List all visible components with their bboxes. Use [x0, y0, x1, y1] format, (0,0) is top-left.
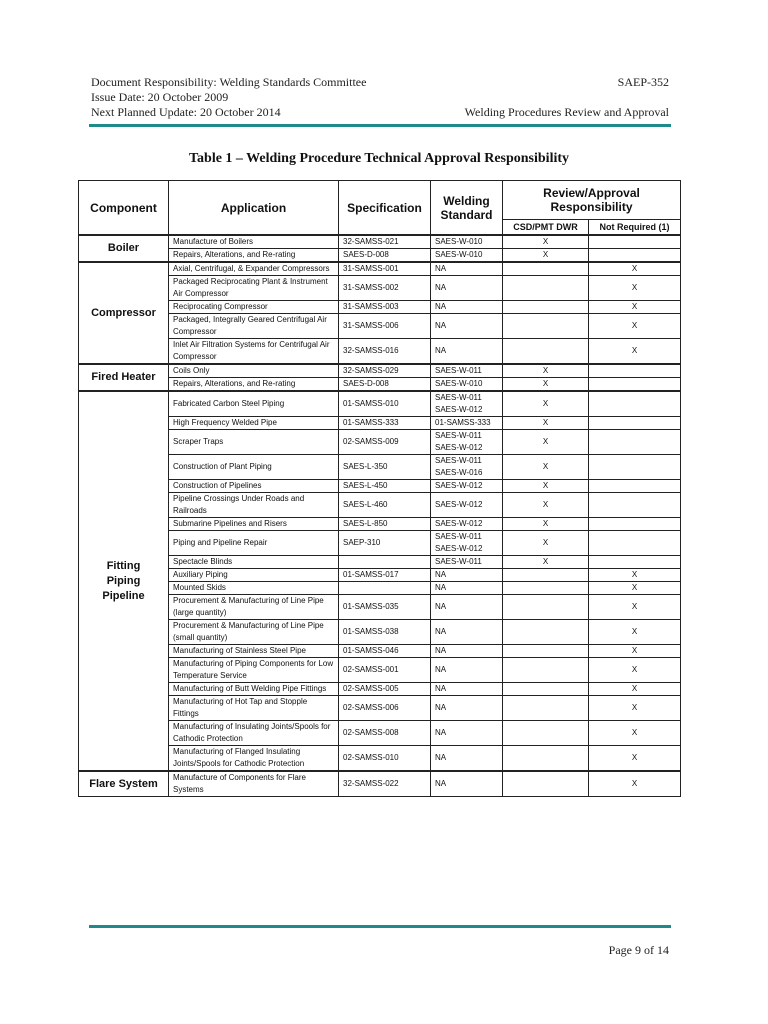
welding-standard-cell: SAES-W-011 SAES-W-016 — [431, 455, 503, 480]
specification-cell: SAEP-310 — [339, 531, 431, 556]
header-application: Application — [169, 181, 339, 236]
application-cell: Repairs, Alterations, and Re-rating — [169, 249, 339, 263]
table-row — [79, 645, 681, 658]
welding-standard-cell: NA — [431, 276, 503, 301]
specification-cell — [339, 556, 431, 569]
not-required-cell: X — [589, 569, 681, 582]
specification-cell: SAES-L-460 — [339, 493, 431, 518]
application-cell: Spectacle Blinds — [169, 556, 339, 569]
application-cell: Manufacturing of Butt Welding Pipe Fittings — [169, 683, 339, 696]
specification-cell: 02-SAMSS-009 — [339, 430, 431, 455]
table-row — [79, 391, 681, 417]
welding-standard-cell: SAES-W-010 — [431, 235, 503, 249]
csd-pmt-dwr-cell — [503, 339, 589, 365]
table-row — [79, 480, 681, 493]
table-row — [79, 339, 681, 365]
csd-pmt-dwr-cell — [503, 262, 589, 276]
application-cell: Construction of Plant Piping — [169, 455, 339, 480]
specification-cell: 01-SAMSS-046 — [339, 645, 431, 658]
not-required-cell: X — [589, 683, 681, 696]
application-cell: Manufacture of Components for Flare Systems — [169, 771, 339, 797]
document-header-left — [91, 75, 366, 120]
welding-standard-cell: NA — [431, 645, 503, 658]
welding-standard-cell: NA — [431, 746, 503, 772]
table-row — [79, 683, 681, 696]
header-welding-standard: Welding Standard — [431, 181, 503, 236]
header-review-approval: Review/Approval Responsibility — [503, 181, 681, 220]
not-required-cell — [589, 364, 681, 378]
application-cell: High Frequency Welded Pipe — [169, 417, 339, 430]
header-csd-pmt-dwr: CSD/PMT DWR — [503, 220, 589, 236]
welding-standard-cell: SAES-W-012 — [431, 493, 503, 518]
welding-standard-cell: SAES-W-011 SAES-W-012 — [431, 430, 503, 455]
application-cell: Manufacturing of Piping Components for Low Temperature Service — [169, 658, 339, 683]
application-cell: Pipeline Crossings Under Roads and Railroads — [169, 493, 339, 518]
csd-pmt-dwr-cell — [503, 595, 589, 620]
welding-standard-cell: NA — [431, 582, 503, 595]
not-required-cell: X — [589, 658, 681, 683]
not-required-cell — [589, 378, 681, 392]
application-cell: Packaged Reciprocating Plant & Instrument Air Compressor — [169, 276, 339, 301]
csd-pmt-dwr-cell — [503, 569, 589, 582]
application-cell: Auxiliary Piping — [169, 569, 339, 582]
specification-cell: 02-SAMSS-008 — [339, 721, 431, 746]
csd-pmt-dwr-cell — [503, 582, 589, 595]
csd-pmt-dwr-cell: X — [503, 417, 589, 430]
application-cell: Piping and Pipeline Repair — [169, 531, 339, 556]
specification-cell: SAES-L-850 — [339, 518, 431, 531]
csd-pmt-dwr-cell: X — [503, 556, 589, 569]
not-required-cell — [589, 493, 681, 518]
welding-standard-cell: SAES-W-011 — [431, 364, 503, 378]
specification-cell: 01-SAMSS-333 — [339, 417, 431, 430]
header-divider — [89, 124, 671, 127]
application-cell: Procurement & Manufacturing of Line Pipe (large quantity) — [169, 595, 339, 620]
table-row — [79, 235, 681, 249]
page-number: Page 9 of 14 — [608, 943, 669, 957]
not-required-cell: X — [589, 582, 681, 595]
component-cell: Fired Heater — [79, 364, 169, 391]
csd-pmt-dwr-cell: X — [503, 391, 589, 417]
specification-cell: SAES-D-008 — [339, 378, 431, 392]
next-planned-update: Next Planned Update: 20 October 2014 — [91, 105, 281, 119]
not-required-cell: X — [589, 746, 681, 772]
specification-cell: SAES-L-350 — [339, 455, 431, 480]
application-cell: Submarine Pipelines and Risers — [169, 518, 339, 531]
table-row — [79, 249, 681, 263]
csd-pmt-dwr-cell — [503, 771, 589, 797]
csd-pmt-dwr-cell — [503, 276, 589, 301]
application-cell: Scraper Traps — [169, 430, 339, 455]
not-required-cell: X — [589, 262, 681, 276]
not-required-cell: X — [589, 276, 681, 301]
application-cell: Manufacturing of Hot Tap and Stopple Fittings — [169, 696, 339, 721]
welding-standard-cell: NA — [431, 595, 503, 620]
application-cell: Reciprocating Compressor — [169, 301, 339, 314]
application-cell: Inlet Air Filtration Systems for Centrifugal Air Compressor — [169, 339, 339, 365]
table-row — [79, 582, 681, 595]
specification-cell: SAES-L-450 — [339, 480, 431, 493]
specification-cell: 32-SAMSS-029 — [339, 364, 431, 378]
csd-pmt-dwr-cell: X — [503, 480, 589, 493]
table-row — [79, 430, 681, 455]
specification-cell: 02-SAMSS-006 — [339, 696, 431, 721]
table-row — [79, 556, 681, 569]
csd-pmt-dwr-cell — [503, 683, 589, 696]
not-required-cell — [589, 531, 681, 556]
not-required-cell — [589, 430, 681, 455]
table-row — [79, 364, 681, 378]
component-cell: Fitting Piping Pipeline — [79, 391, 169, 771]
application-cell: Manufacturing of Stainless Steel Pipe — [169, 645, 339, 658]
csd-pmt-dwr-cell — [503, 645, 589, 658]
csd-pmt-dwr-cell — [503, 658, 589, 683]
csd-pmt-dwr-cell — [503, 620, 589, 645]
csd-pmt-dwr-cell: X — [503, 455, 589, 480]
not-required-cell: X — [589, 314, 681, 339]
table-row — [79, 417, 681, 430]
document-header-right — [465, 75, 669, 120]
welding-standard-cell: NA — [431, 339, 503, 365]
component-cell: Compressor — [79, 262, 169, 364]
application-cell: Axial, Centrifugal, & Expander Compressors — [169, 262, 339, 276]
welding-standard-cell: NA — [431, 301, 503, 314]
not-required-cell — [589, 417, 681, 430]
welding-standard-cell: NA — [431, 620, 503, 645]
not-required-cell: X — [589, 771, 681, 797]
table-row — [79, 696, 681, 721]
not-required-cell: X — [589, 721, 681, 746]
welding-standard-cell: SAES-W-011 — [431, 556, 503, 569]
not-required-cell: X — [589, 595, 681, 620]
table-row — [79, 276, 681, 301]
application-cell: Manufacturing of Insulating Joints/Spools for Cathodic Protection — [169, 721, 339, 746]
not-required-cell — [589, 235, 681, 249]
specification-cell: 32-SAMSS-022 — [339, 771, 431, 797]
not-required-cell — [589, 455, 681, 480]
not-required-cell — [589, 556, 681, 569]
table-row — [79, 595, 681, 620]
specification-cell: 32-SAMSS-021 — [339, 235, 431, 249]
table-row — [79, 721, 681, 746]
not-required-cell: X — [589, 620, 681, 645]
issue-date: Issue Date: 20 October 2009 — [91, 90, 229, 104]
specification-cell: 01-SAMSS-038 — [339, 620, 431, 645]
specification-cell: 02-SAMSS-001 — [339, 658, 431, 683]
specification-cell: 31-SAMSS-001 — [339, 262, 431, 276]
csd-pmt-dwr-cell — [503, 721, 589, 746]
application-cell: Construction of Pipelines — [169, 480, 339, 493]
specification-cell — [339, 582, 431, 595]
welding-standard-cell: NA — [431, 696, 503, 721]
table-body — [79, 235, 681, 797]
not-required-cell — [589, 249, 681, 263]
table-row — [79, 771, 681, 797]
welding-standard-cell: SAES-W-011 SAES-W-012 — [431, 391, 503, 417]
table-row — [79, 746, 681, 772]
header-component: Component — [79, 181, 169, 236]
not-required-cell: X — [589, 696, 681, 721]
specification-cell: 01-SAMSS-017 — [339, 569, 431, 582]
header-not-required: Not Required (1) — [589, 220, 681, 236]
welding-standard-cell: SAES-W-010 — [431, 378, 503, 392]
table-row — [79, 455, 681, 480]
not-required-cell — [589, 480, 681, 493]
welding-standard-cell: 01-SAMSS-333 — [431, 417, 503, 430]
welding-standard-cell: NA — [431, 683, 503, 696]
not-required-cell: X — [589, 301, 681, 314]
csd-pmt-dwr-cell — [503, 314, 589, 339]
document-id: SAEP-352 — [617, 75, 669, 89]
csd-pmt-dwr-cell: X — [503, 364, 589, 378]
csd-pmt-dwr-cell: X — [503, 430, 589, 455]
footer-divider — [89, 925, 671, 928]
approval-responsibility-table — [78, 180, 681, 797]
csd-pmt-dwr-cell: X — [503, 249, 589, 263]
welding-standard-cell: NA — [431, 569, 503, 582]
welding-standard-cell: NA — [431, 262, 503, 276]
welding-standard-cell: NA — [431, 721, 503, 746]
welding-standard-cell: NA — [431, 658, 503, 683]
table-row — [79, 301, 681, 314]
specification-cell: SAES-D-008 — [339, 249, 431, 263]
table-row — [79, 531, 681, 556]
welding-standard-cell: SAES-W-012 — [431, 518, 503, 531]
welding-standard-cell: NA — [431, 771, 503, 797]
specification-cell: 31-SAMSS-003 — [339, 301, 431, 314]
document-title: Welding Procedures Review and Approval — [464, 105, 669, 119]
header-specification: Specification — [339, 181, 431, 236]
welding-standard-cell: SAES-W-011 SAES-W-012 — [431, 531, 503, 556]
specification-cell: 02-SAMSS-005 — [339, 683, 431, 696]
specification-cell: 31-SAMSS-006 — [339, 314, 431, 339]
table-row — [79, 493, 681, 518]
application-cell: Repairs, Alterations, and Re-rating — [169, 378, 339, 392]
table-row — [79, 262, 681, 276]
specification-cell: 01-SAMSS-010 — [339, 391, 431, 417]
table-row — [79, 620, 681, 645]
specification-cell: 01-SAMSS-035 — [339, 595, 431, 620]
csd-pmt-dwr-cell: X — [503, 518, 589, 531]
welding-standard-cell: SAES-W-012 — [431, 480, 503, 493]
welding-standard-cell: NA — [431, 314, 503, 339]
csd-pmt-dwr-cell — [503, 301, 589, 314]
table-row — [79, 314, 681, 339]
application-cell: Mounted Skids — [169, 582, 339, 595]
csd-pmt-dwr-cell: X — [503, 493, 589, 518]
specification-cell: 31-SAMSS-002 — [339, 276, 431, 301]
component-cell: Boiler — [79, 235, 169, 262]
not-required-cell — [589, 518, 681, 531]
application-cell: Procurement & Manufacturing of Line Pipe (small quantity) — [169, 620, 339, 645]
csd-pmt-dwr-cell: X — [503, 531, 589, 556]
welding-standard-cell: SAES-W-010 — [431, 249, 503, 263]
csd-pmt-dwr-cell — [503, 696, 589, 721]
application-cell: Manufacturing of Flanged Insulating Joints/Spools for Cathodic Protection — [169, 746, 339, 772]
not-required-cell: X — [589, 645, 681, 658]
component-cell: Flare System — [79, 771, 169, 797]
csd-pmt-dwr-cell — [503, 746, 589, 772]
specification-cell: 02-SAMSS-010 — [339, 746, 431, 772]
table-row — [79, 518, 681, 531]
table-row — [79, 569, 681, 582]
table-row — [79, 658, 681, 683]
document-responsibility: Document Responsibility: Welding Standards Committee — [91, 75, 367, 89]
not-required-cell — [589, 391, 681, 417]
not-required-cell: X — [589, 339, 681, 365]
application-cell: Packaged, Integrally Geared Centrifugal Air Compressor — [169, 314, 339, 339]
csd-pmt-dwr-cell: X — [503, 235, 589, 249]
specification-cell: 32-SAMSS-016 — [339, 339, 431, 365]
table-row — [79, 378, 681, 392]
table-caption: Table 1 – Welding Procedure Technical Approval Responsibility — [188, 151, 570, 166]
application-cell: Manufacture of Boilers — [169, 235, 339, 249]
application-cell: Fabricated Carbon Steel Piping — [169, 391, 339, 417]
application-cell: Coils Only — [169, 364, 339, 378]
csd-pmt-dwr-cell: X — [503, 378, 589, 392]
